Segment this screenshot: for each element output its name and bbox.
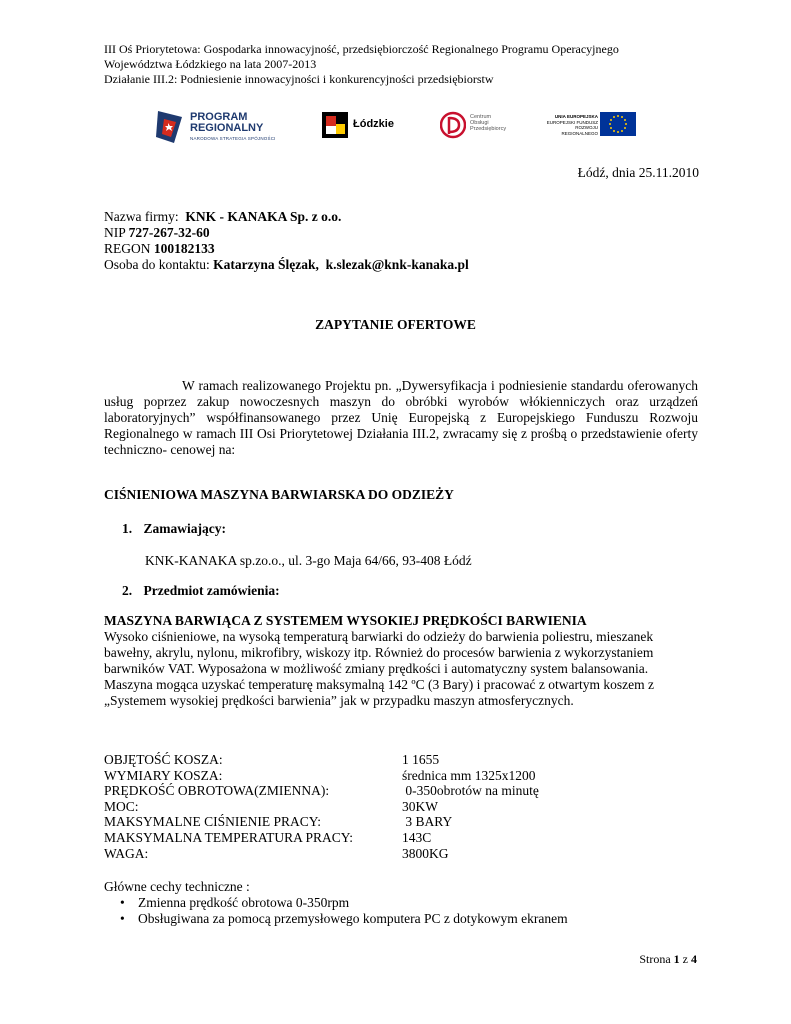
header-line-3: Działanie III.2: Podniesienie innowacyjności i konkurencyjności przedsiębiorstw bbox=[104, 72, 494, 86]
eu-flag-icon bbox=[600, 112, 636, 136]
spec-key: MAKSYMALNE CIŚNIENIE PRACY: bbox=[104, 814, 322, 830]
spec-value: średnica mm 1325x1200 bbox=[402, 767, 536, 783]
intro-text: W ramach realizowanego Projektu pn. „Dywersyfikacja i podniesienie standardu oferowanych usług poprzez zakup nowoczesnych maszyn do obróbki wyrobów włókienniczych oraz urządzeń laboratoryjnych” współfinansowanego przez Unię Europejską z Europejskiego Funduszu Rozwoju Regionalnego w ramach III Osi Priorytetowej Działania III.2, zwracamy się z prośbą o przedstawienie oferty techniczno- cenowej na: bbox=[104, 378, 698, 457]
nip-value: 727-267-32-60 bbox=[128, 225, 210, 240]
page-footer bbox=[639, 952, 697, 967]
program-line2: REGIONALNY bbox=[190, 122, 264, 134]
spec-value: 3800KG bbox=[402, 845, 449, 861]
regon-label: REGON bbox=[104, 241, 151, 256]
section-2-heading bbox=[122, 583, 280, 599]
document-date: Łódź, dnia 25.11.2010 bbox=[577, 165, 699, 180]
spec-value: 1 1655 bbox=[402, 752, 440, 767]
machine-heading: CIŚNIENIOWA MASZYNA BARWIARSKA DO ODZIEŻY bbox=[104, 487, 454, 502]
nip-label: NIP bbox=[104, 225, 126, 240]
footer-page: 1 bbox=[673, 952, 680, 966]
description-line-1: Wysoko ciśnieniowe, na wysoką temperaturą barwiarki do odzieży do barwienia poliestru, mieszanek bbox=[104, 629, 654, 644]
program-sub: NARODOWA STRATEGIA SPÓJNOŚCI bbox=[190, 136, 276, 141]
eu-line3: ROZWOJU REGIONALNEGO bbox=[561, 125, 598, 136]
features-list bbox=[114, 895, 568, 927]
spec-row bbox=[104, 814, 539, 830]
feature-item: • Zmienna prędkość obrotowa 0-350rpm bbox=[114, 895, 568, 911]
company-name-value: KNK - KANAKA Sp. z o.o. bbox=[185, 209, 342, 224]
spec-row bbox=[104, 783, 539, 799]
lodzkie-logo bbox=[322, 104, 412, 150]
lodzkie-icon bbox=[322, 112, 348, 138]
footer-sep: z bbox=[682, 952, 688, 966]
eu-line1: UNIA EUROPEJSKA bbox=[554, 114, 598, 119]
section-1-number: 1. bbox=[122, 521, 133, 536]
program-regionalny-icon bbox=[154, 107, 186, 147]
header-line-2: Województwa Łódzkiego na lata 2007-2013 bbox=[104, 57, 317, 71]
centrum-line2: Obsługi bbox=[470, 120, 489, 126]
description-line-2: bawełny, akrylu, nylonu, mikrofibry, wiskozy itp. Również do procesów barwienia z wykorzystaniem bbox=[104, 645, 654, 660]
description-line-5: „Systemem wysokiej prędkości barwienia” jak w przypadku maszyn atmosferycznych. bbox=[104, 693, 574, 708]
spec-row bbox=[104, 768, 539, 784]
spec-value: 30KW bbox=[402, 798, 438, 814]
section-1-text: KNK-KANAKA sp.zo.o., ul. 3-go Maja 64/66, 93-408 Łódź bbox=[145, 553, 472, 568]
description-line-4: Maszyna mogąca uzyskać temperaturę maksymalną 142 ºC (3 Bary) i pracować z otwartym koszem z bbox=[104, 677, 654, 692]
document-title: ZAPYTANIE OFERTOWE bbox=[315, 317, 476, 332]
regon-value: 100182133 bbox=[153, 241, 215, 256]
lodzkie-name: Łódzkie bbox=[353, 118, 394, 130]
spec-row bbox=[104, 846, 539, 862]
company-contact-row bbox=[104, 257, 469, 273]
intro-paragraph bbox=[104, 378, 698, 458]
specs-table bbox=[104, 752, 539, 861]
program-line1: PROGRAM bbox=[190, 111, 248, 123]
header-line-1: III Oś Priorytetowa: Gospodarka innowacyjność, przedsiębiorczość Regionalnego Programu Operacyjnego bbox=[104, 42, 619, 56]
eu-line2: EUROPEJSKI FUNDUSZ bbox=[546, 119, 598, 125]
spec-value: 3 BARY bbox=[402, 814, 453, 830]
spec-key: OBJĘTOŚĆ KOSZA: bbox=[104, 752, 223, 767]
company-nip-row bbox=[104, 225, 469, 241]
spec-row bbox=[104, 830, 539, 846]
centrum-line1: Centrum bbox=[470, 114, 492, 120]
spec-key: MAKSYMALNA TEMPERATURA PRACY: bbox=[104, 829, 354, 845]
program-regionalny-logo bbox=[154, 104, 304, 150]
spec-key: WYMIARY KOSZA: bbox=[104, 767, 223, 783]
spec-value: 143C bbox=[402, 829, 432, 845]
centrum-line3: Przedsiębiorcy bbox=[470, 126, 507, 132]
section-2-label: Przedmiot zamówienia: bbox=[143, 583, 280, 598]
company-regon-row bbox=[104, 241, 469, 257]
features-label: Główne cechy techniczne : bbox=[104, 879, 250, 894]
contact-value: Katarzyna Ślęzak, k.slezak@knk-kanaka.pl bbox=[213, 257, 469, 272]
spec-key: MOC: bbox=[104, 798, 139, 814]
section-1-label: Zamawiający: bbox=[143, 521, 226, 536]
document-header bbox=[104, 42, 704, 87]
subject-heading: MASZYNA BARWIĄCA Z SYSTEMEM WYSOKIEJ PRĘDKOŚCI BARWIENIA bbox=[104, 613, 587, 628]
centrum-obslugi-logo bbox=[440, 104, 520, 150]
centrum-obslugi-icon bbox=[440, 110, 466, 140]
features-block bbox=[104, 879, 568, 927]
section-1-heading bbox=[122, 521, 226, 537]
footer-prefix: Strona bbox=[639, 952, 671, 966]
spec-row bbox=[104, 799, 539, 815]
footer-total: 4 bbox=[691, 952, 697, 966]
contact-label: Osoba do kontaktu: bbox=[104, 257, 210, 272]
section-2-number: 2. bbox=[122, 583, 133, 598]
spec-value: 0-350obrotów na minutę bbox=[402, 783, 539, 799]
logos-strip bbox=[150, 104, 650, 150]
company-name-label: Nazwa firmy: bbox=[104, 209, 179, 224]
company-name-row bbox=[104, 209, 469, 225]
spec-row bbox=[104, 752, 539, 768]
spec-key: WAGA: bbox=[104, 845, 149, 861]
eu-logo bbox=[538, 104, 638, 150]
description-line-3: barwników VAT. Wyposażona w możliwość zmiany prędkości i automatyczny system balansowania. bbox=[104, 661, 649, 676]
company-info bbox=[104, 209, 469, 273]
subject-block bbox=[104, 613, 704, 709]
spec-key: PRĘDKOŚĆ OBROTOWA(ZMIENNA): bbox=[104, 783, 330, 799]
feature-item: • Obsługiwana za pomocą przemysłowego komputera PC z dotykowym ekranem bbox=[114, 911, 568, 927]
